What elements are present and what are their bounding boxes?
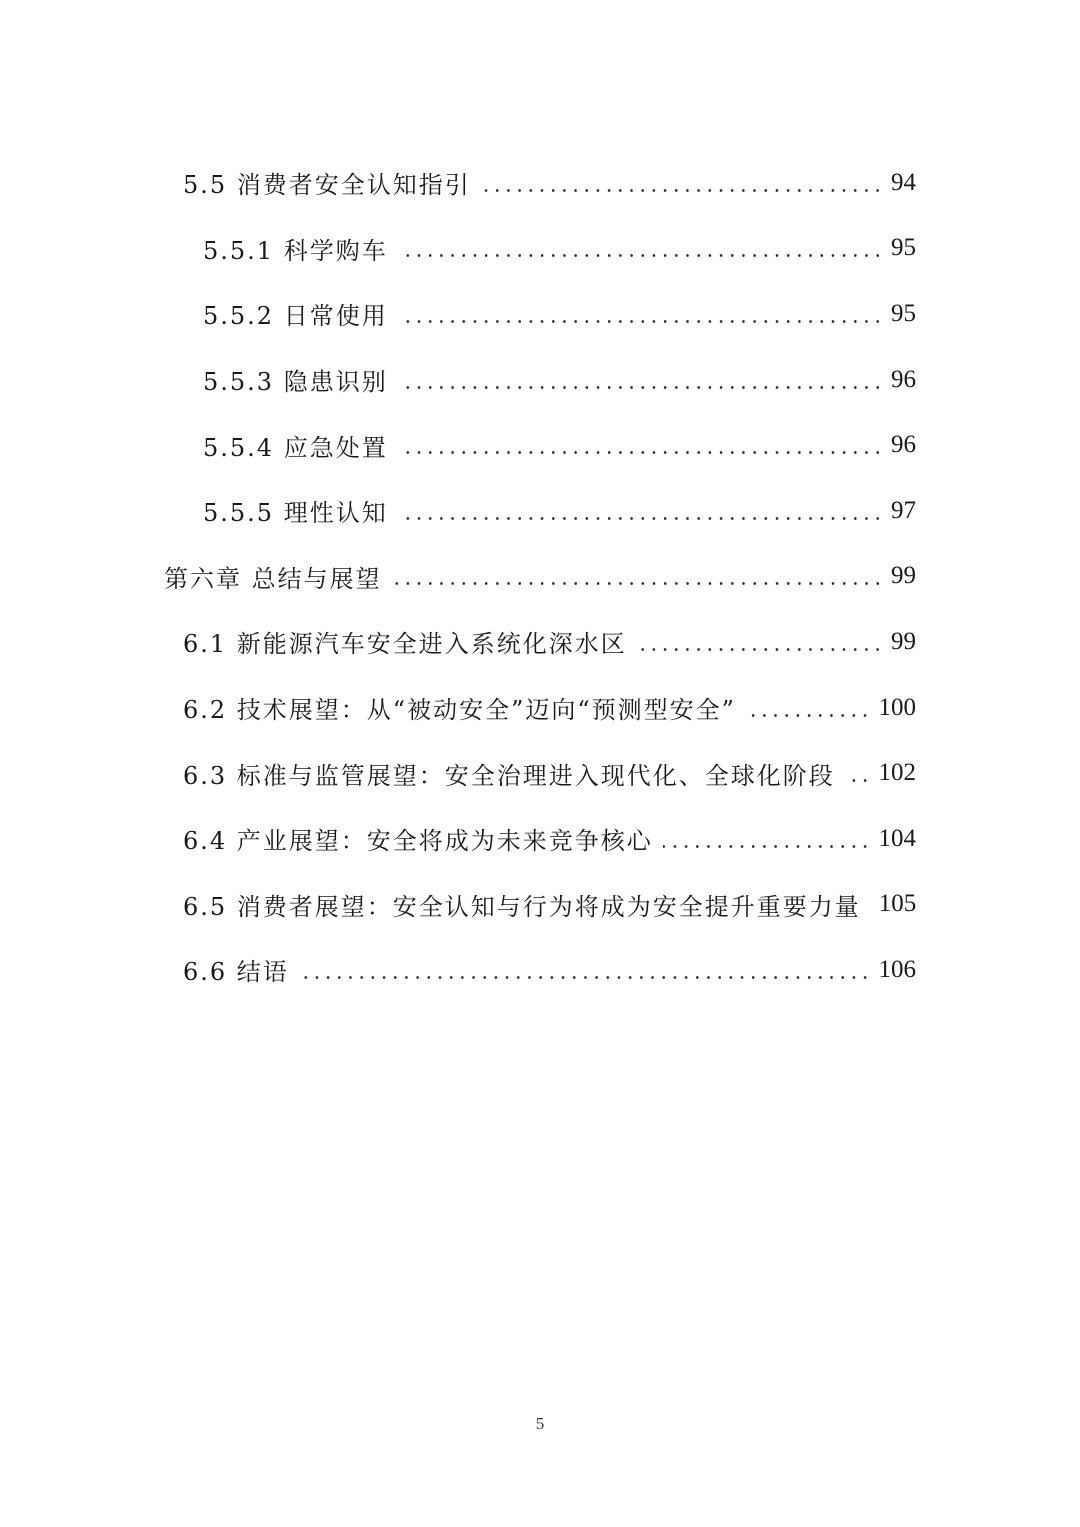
toc-leader-dots [398,430,883,460]
toc-entry-page: 97 [891,496,916,524]
toc-entry-5-5-5[interactable] [0,478,1080,544]
toc-entry-title: 6.1 新能源汽车安全进入系统化深水区 [183,630,627,659]
table-of-contents [0,150,1080,1003]
toc-entry-6-4[interactable] [0,806,1080,872]
toc-entry-title: 第六章 总结与展望 [164,564,382,593]
toc-entry-title: 5.5.4 应急处置 [203,433,388,462]
toc-entry-6-3[interactable] [0,740,1080,806]
toc-entry-5-5-1[interactable] [0,216,1080,282]
toc-entry-title: 6.3 标准与监管展望：安全治理进入现代化、全球化阶段 [183,761,835,790]
toc-leader-dots [392,561,883,591]
toc-leader-dots [845,758,871,788]
toc-leader-dots [398,365,883,395]
toc-entry-5-5[interactable] [0,150,1080,216]
toc-entry-page: 105 [878,890,917,918]
toc-leader-dots [398,496,883,526]
toc-entry-6-1[interactable] [0,609,1080,675]
toc-entry-6-5[interactable] [0,872,1080,938]
toc-entry-title: 6.4 产业展望：安全将成为未来竞争核心 [183,827,653,856]
toc-entry-page: 100 [878,693,916,721]
toc-entry-title: 6.5 消费者展望：安全认知与行为将成为安全提升重要力量 [183,892,861,921]
toc-entry-page: 106 [878,955,916,983]
toc-leader-dots [663,824,871,854]
toc-entry-title: 5.5.2 日常使用 [203,302,388,331]
toc-leader-dots [398,233,883,263]
toc-leader-dots [637,627,883,657]
toc-entry-page: 99 [891,627,916,655]
toc-entry-page: 96 [891,365,916,393]
toc-entry-page: 96 [891,431,916,459]
toc-entry-5-5-3[interactable] [0,347,1080,413]
toc-entry-page: 95 [891,299,916,327]
toc-entry-6-6[interactable] [0,937,1080,1003]
toc-entry-6-2[interactable] [0,675,1080,741]
toc-entry-title: 5.5.5 理性认知 [203,499,388,528]
toc-entry-5-5-2[interactable] [0,281,1080,347]
toc-entry-5-5-4[interactable] [0,412,1080,478]
toc-entry-title: 5.5.1 科学购车 [203,236,388,265]
toc-leader-dots [481,168,883,198]
toc-leader-dots [299,955,871,985]
toc-entry-page: 102 [878,759,916,787]
toc-leader-dots [398,299,883,329]
toc-leader-dots [746,693,871,723]
toc-entry-page: 104 [878,824,916,852]
toc-entry-page: 95 [891,234,916,262]
toc-entry-chapter-6[interactable] [0,544,1080,610]
toc-entry-title: 5.5 消费者安全认知指引 [183,171,471,200]
toc-entry-title: 6.2 技术展望：从“被动安全”迈向“预测型安全” [183,696,736,725]
toc-entry-title: 5.5.3 隐患识别 [203,368,388,397]
toc-entry-title: 6.6 结语 [183,958,289,987]
page-number: 5 [535,1414,545,1433]
toc-entry-page: 94 [891,168,916,196]
toc-entry-page: 99 [891,562,916,590]
